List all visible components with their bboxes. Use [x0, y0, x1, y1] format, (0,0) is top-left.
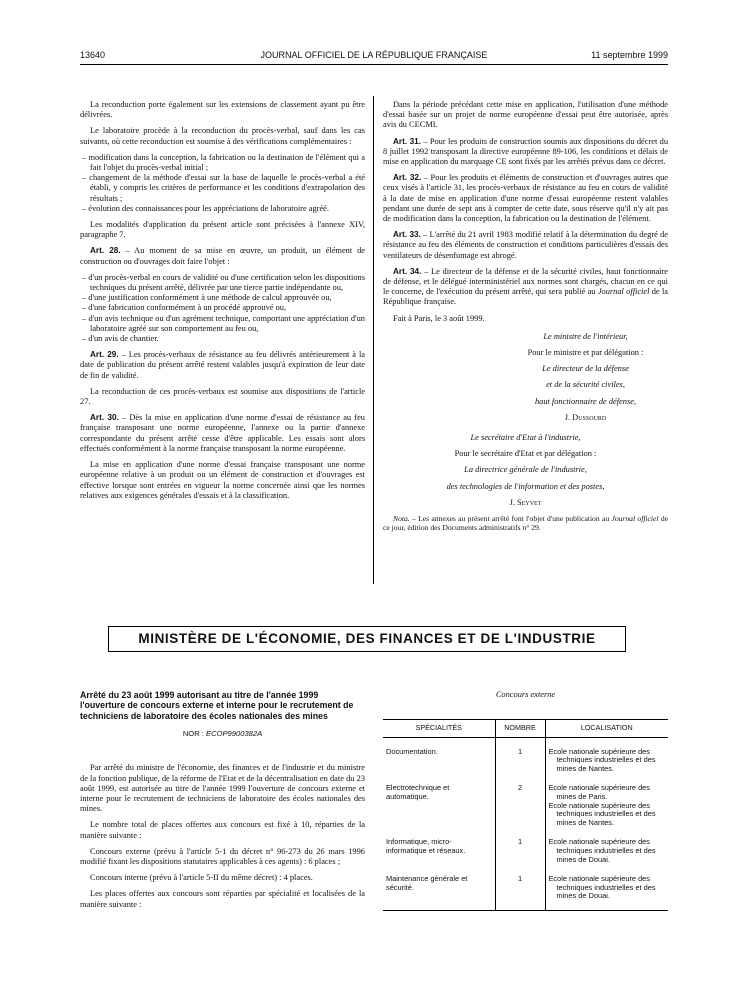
cell-localisation: [545, 873, 668, 910]
paragraph: Concours interne (prévu à l'article 5-II du même décret) : 4 places.: [90, 873, 313, 883]
cell-specialite: Documentation.: [386, 746, 438, 756]
article-text: – L'arrêté du 21 avril 1983 modifié relatif à la détermination du degré de résistance au feu des éléments de construction et conditions particulières d'essais des ventilateurs de désenfumage est abrogé.: [383, 230, 668, 260]
cell-localisation: [545, 836, 668, 873]
paragraph: Les modalités d'application du présent article sont précisées à l'annexe XIV, paragraphe 7.: [80, 220, 365, 240]
cell-nombre: 1: [495, 873, 545, 910]
article-text: – Dès la mise en application d'une norme d'essai de résistance au feu française transposant une norme européenne, l'annexe ou la partie d'annexe correspondante du présent arrêté cesse d'être applicable. Les essais sont alors effectués conformément à la norme française transposant la norme européenne.: [80, 413, 365, 453]
table-header-row: [383, 720, 668, 738]
paragraph: Les places offertes aux concours sont réparties par spécialité et localisées de la manière suivante :: [80, 889, 365, 909]
list: [80, 153, 365, 214]
article-text: de la République française.: [383, 287, 669, 307]
cell-nombre: 2: [495, 782, 545, 836]
article-label: Art. 29.: [90, 350, 119, 360]
table-row: [383, 737, 668, 782]
article-text: – Au moment de sa mise en œuvre, un produit, un élément de construction ou d'ouvrages doit faire l'objet :: [80, 246, 366, 266]
signatory-name: J. Dussourd: [564, 412, 607, 422]
list: [80, 273, 365, 344]
nor-reference: [80, 729, 365, 739]
table-row: [383, 782, 668, 836]
cell-specialite: Maintenance générale et sécurité.: [383, 873, 495, 910]
cell-localisation: [545, 782, 668, 836]
article-text: – Pour les produits de construction soumis aux dispositions du décret du 8 juillet 1992 transposant la directive européenne 89-106, les conditions et délais de mise en application du marquage CE sont fixés par les arrêtés prévus dans ce décret.: [383, 136, 669, 167]
arrete-text: [80, 690, 365, 916]
article-32: [383, 173, 668, 224]
column-separator: [373, 96, 374, 584]
article-33: [383, 230, 668, 261]
signature-line: Le secrétaire d'Etat à l'industrie,: [470, 433, 581, 443]
nota-text: – Les annexes au présent arrêté font l'objet d'une publication au: [409, 514, 612, 524]
signature-line: Pour le ministre et par délégation :: [527, 348, 644, 358]
header-rule: [80, 64, 668, 65]
article-label: Art. 30.: [90, 413, 119, 423]
list-item: – d'une justification conformément à une méthode de calcul approuvée ou,: [80, 293, 365, 303]
issue-date: 11 septembre 1999: [591, 50, 668, 60]
concours-table: [383, 719, 668, 911]
page-header: [80, 50, 668, 64]
nota: [383, 514, 668, 532]
column-header: NOMBRE: [495, 720, 545, 738]
list-item: – modification dans la conception, la fabrication ou la destination de l'élément qui a fait l'objet du procès-verbal initial ;: [80, 153, 365, 173]
journal-title: JOURNAL OFFICIEL DE LA RÉPUBLIQUE FRANÇAISE: [260, 50, 488, 60]
article-text: – Les procès-verbaux de résistance au feu délivrés antérieurement à la date de publication du présent arrêté restent valables jusqu'à expiration de leur date de fin de validité.: [80, 350, 365, 380]
article-29: [80, 350, 365, 381]
paragraph: Par arrêté du ministre de l'économie, des finances et de l'industrie et du ministre de la fonction publique, de la réforme de l'Etat et de la décentralisation en date du 23 août 1999, est autorisée au titre de l'année 1999 l'ouverture de concours externe et interne pour le recrutement de techniciens de laboratoire des écoles nationales des mines.: [80, 763, 365, 814]
paragraph: La mise en application d'une norme d'essai française transposant une norme européenne relative à un produit ou un élément de construction et d'ouvrages est effective lorsque sont entrées en vigueur la norme concernée ainsi que les normes relatives aux exigences générales d'essais et à la classification.: [80, 460, 365, 500]
location-entry: Ecole nationale supérieure des techniques industrielles et des mines de Nantes.: [548, 746, 656, 773]
article-text: – Le directeur de la défense et de la sécurité civiles, haut fonctionnaire de défense, et le délégué interministériel aux normes sont chargés, chacun en ce qui le concerne, de l'exécution du présent arrêté, qui sera publié au: [383, 266, 669, 297]
cell-localisation: [545, 737, 668, 782]
location-entry: Ecole nationale supérieure des techniques industrielles et des mines de Nantes.: [548, 800, 656, 827]
right-column: [383, 100, 668, 538]
cell-nombre: 1: [495, 836, 545, 873]
nor-label: NOR :: [182, 729, 207, 739]
concours-section: [383, 690, 668, 911]
location-entry: Ecole nationale supérieure des mines de Paris.: [548, 783, 650, 801]
signature-line: Pour le secrétaire d'Etat et par délégation :: [454, 449, 597, 459]
signatory-name: J. Seyvet: [509, 497, 542, 507]
list-item: – d'un avis technique ou d'un agrément technique, comportant une appréciation d'un laboratoire agréé sur son comportement au feu ou,: [80, 314, 365, 334]
article-30: [80, 413, 365, 454]
paragraph: Concours externe (prévu à l'article 5-1 du décret n° 96-273 du 26 mars 1996 modifié fixant les dispositions statutaires applicables à ces agents) : 6 places ;: [80, 846, 365, 867]
arrete-title: Arrêté du 23 août 1999 autorisant au titre de l'année 1999 l'ouverture de concours externe et interne pour le recrutement de techniciens de laboratoire des écoles nationales des mines: [80, 690, 354, 721]
list-item: – d'un procès-verbal en cours de validité ou d'une certification selon les dispositions techniques du présent arrêté, délivrée par une tierce partie indépendante ou,: [80, 273, 365, 293]
article-label: Art. 32.: [393, 173, 422, 183]
signature-line: La directrice générale de l'industrie,: [464, 465, 587, 475]
page-number: 13640: [80, 50, 106, 60]
journal-reference: Journal officiel: [611, 514, 659, 524]
article-label: Art. 31.: [393, 136, 421, 146]
list-item: – changement de la méthode d'essai sur la base de laquelle le procès-verbal a été établi, y compris les critères de performance et les conditions d'extrapolation des résultats ;: [80, 173, 365, 204]
journal-reference: Journal officiel: [597, 287, 650, 297]
paragraph: Dans la période précédant cette mise en application, l'utilisation d'une méthode d'essai basée sur un projet de norme européenne d'essai peut être autorisée, après avis du CECMI.: [383, 100, 668, 130]
list-item: – d'une fabrication conformément à un procédé approuvé ou,: [80, 303, 365, 313]
article-31: [383, 137, 668, 168]
cell-nombre: 1: [495, 737, 545, 782]
table-row: [383, 836, 668, 873]
signature-block-industry: [383, 433, 668, 508]
signature-line: et de la sécurité civiles,: [546, 380, 625, 390]
left-column: [80, 100, 365, 507]
ministry-banner: MINISTÈRE DE L'ÉCONOMIE, DES FINANCES ET DE L'INDUSTRIE: [108, 626, 626, 652]
done-at: Fait à Paris, le 3 août 1999.: [393, 313, 485, 323]
signature-line: Le ministre de l'intérieur,: [543, 331, 628, 341]
signature-line: Le directeur de la défense: [542, 364, 629, 374]
cell-specialite: Informatique, micro-informatique et réseaux.: [386, 837, 466, 855]
article-label: Art. 33.: [393, 230, 421, 240]
list-item: – évolution des connaissances pour les appréciations de laboratoire agréé.: [80, 204, 365, 214]
paragraph: La reconduction porte également sur les extensions de classement ayant pu être délivrées.: [80, 100, 365, 120]
table-row: [383, 873, 668, 910]
signature-line: haut fonctionnaire de défense,: [534, 396, 637, 406]
article-label: Art. 34.: [393, 266, 422, 276]
paragraph: La reconduction de ces procès-verbaux est soumise aux dispositions de l'article 27.: [80, 386, 365, 407]
paragraph: Le nombre total de places offertes aux concours est fixé à 10, réparties de la manière suivante :: [80, 820, 365, 840]
signature-block-interior: [503, 332, 668, 423]
nota-label: Nota.: [393, 514, 410, 524]
cell-specialite: Electrotechnique et automatique.: [386, 783, 450, 801]
paragraph: Le laboratoire procède à la reconduction du procès-verbal, sauf dans les cas suivants, où cette reconduction est soumise à des vérifications complémentaires :: [80, 126, 365, 146]
list-item: – d'un avis de chantier.: [80, 334, 365, 344]
article-text: – Pour les produits et éléments de construction et d'ouvrages autres que ceux visés à l'article 31, les procès-verbaux de résistance au feu en cours de validité à la date de mise en application d'une norme d'essai européenne restent valables pendant une durée de sept ans à compter de cette date, sous réserve qu'il n'y ait pas de modification dans la conception, la fabrication ou la destination de l'élément.: [383, 173, 668, 224]
article-label: Art. 28.: [90, 246, 121, 256]
location-entry: Ecole nationale supérieure des techniques industrielles et des mines de Douai.: [548, 874, 656, 901]
location-entry: Ecole nationale supérieure des techniques industrielles et des mines de Douai.: [548, 837, 656, 864]
signature-line: des technologies de l'information et des postes,: [446, 481, 605, 491]
nota-text: de ce jour, édition des Documents administratifs n° 29.: [383, 514, 668, 533]
article-28: [80, 246, 365, 266]
column-header: LOCALISATION: [545, 720, 668, 738]
article-34: [383, 267, 668, 308]
concours-title: Concours externe: [495, 690, 556, 699]
nor-code: ECOP9900382A: [206, 729, 263, 739]
column-header: SPÉCIALITÉS: [383, 720, 495, 738]
